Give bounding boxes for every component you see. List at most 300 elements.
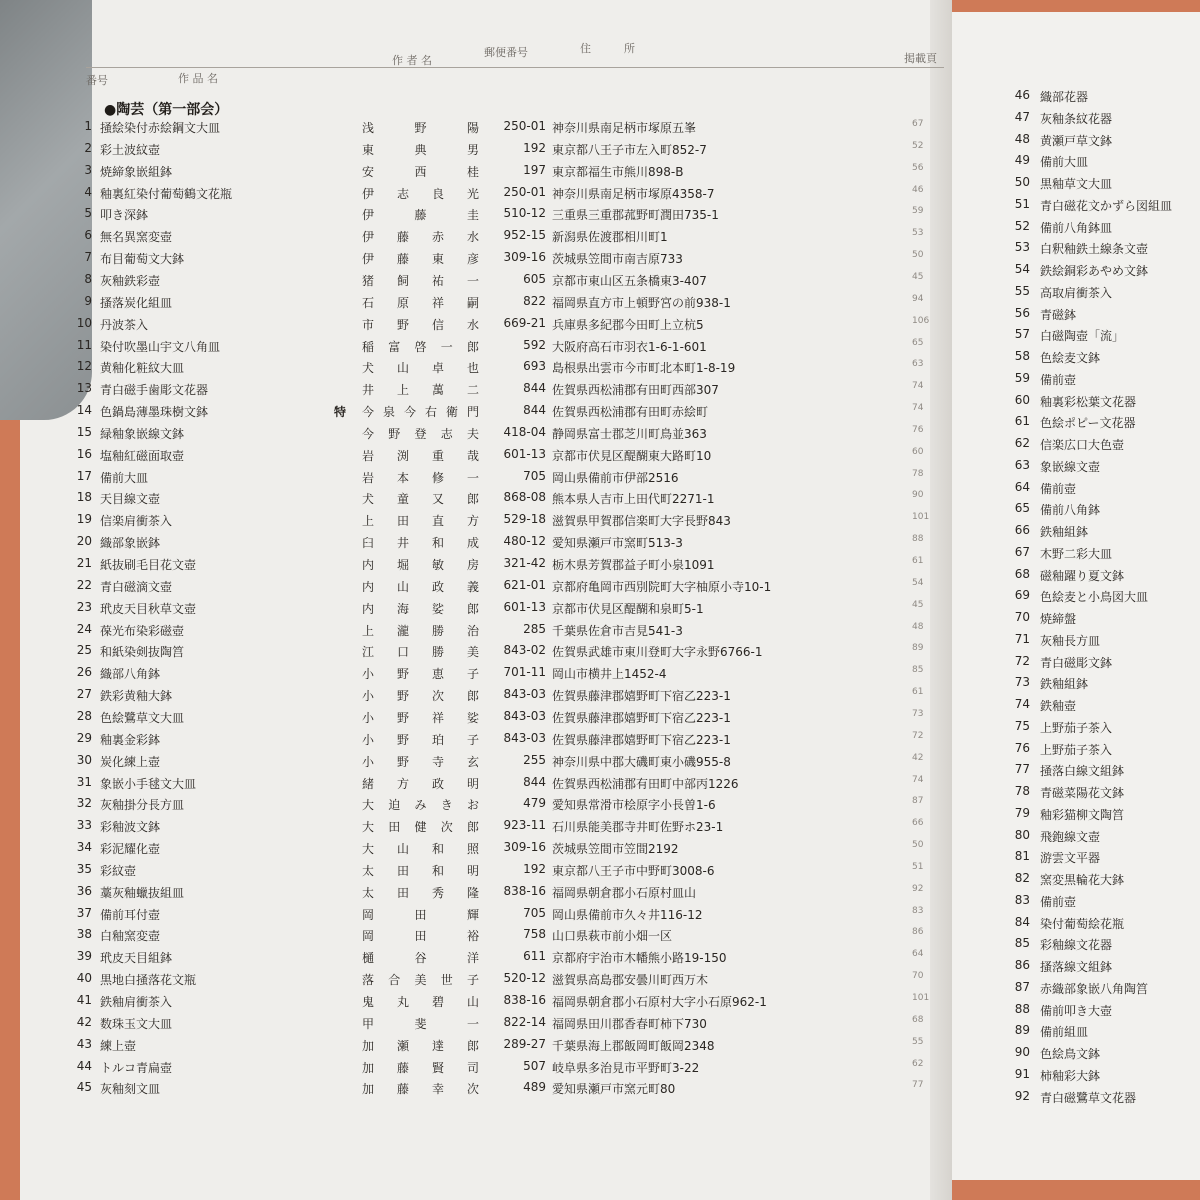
entry-author: 小野寺玄	[362, 754, 480, 769]
entry-title: 備前八角鉢皿	[1040, 220, 1113, 235]
entry-number: 31	[76, 774, 92, 789]
entry-author: 小野次郎	[362, 689, 480, 704]
entry-title: 上野茄子茶入	[1040, 720, 1113, 735]
entry-number: 36	[76, 883, 92, 898]
entry-number: 39	[76, 949, 92, 964]
entry-address: 岐阜県多治見市平野町3-22	[552, 1060, 700, 1075]
entry-number: 45	[76, 1080, 92, 1095]
entry-number: 56	[1014, 305, 1030, 320]
entry-title: 備前組皿	[1040, 1025, 1089, 1040]
entry-number: 37	[76, 905, 92, 920]
entry-title: 染付葡萄絵花瓶	[1040, 916, 1125, 931]
entry-number: 84	[1014, 914, 1030, 929]
entry-postal: 838-16	[503, 883, 546, 898]
entry-title: 青白磁花文かずら図組皿	[1040, 198, 1173, 213]
entry-postal: 868-08	[503, 490, 546, 505]
entry-number: 19	[76, 512, 92, 527]
page-gutter	[930, 0, 952, 1200]
entry-author: 大田健次郎	[362, 820, 480, 835]
entry-page: 56	[912, 162, 924, 173]
entry-title: 木野二彩大皿	[1040, 546, 1113, 561]
entry-postal: 309-16	[503, 250, 546, 265]
entry-author: 今泉今右衛門	[362, 405, 480, 420]
entry-number: 44	[76, 1058, 92, 1073]
entry-postal: 197	[523, 162, 546, 177]
entry-title: 窯変黒輪花大鉢	[1040, 873, 1125, 887]
entry-author: 岡田輝	[362, 907, 480, 922]
entry-postal: 822	[523, 293, 546, 308]
entry-title: 焼締象嵌組鉢	[100, 164, 173, 179]
entry-page: 83	[912, 905, 924, 916]
entry-page: 85	[912, 665, 924, 676]
entry-number: 55	[1014, 283, 1030, 298]
entry-number: 17	[76, 468, 92, 483]
entry-postal: 693	[523, 359, 546, 374]
entry-author: 加藤賢司	[362, 1060, 480, 1075]
entry-number: 12	[76, 359, 92, 374]
entry-number: 81	[1014, 849, 1030, 864]
entry-title: 掻落白線文組鉢	[1040, 764, 1125, 779]
entry-page: 87	[912, 796, 924, 807]
entry-address: 佐賀県藤津郡嬉野町下宿乙223-1	[552, 710, 731, 725]
entry-number: 2	[84, 140, 92, 155]
entry-number: 87	[1014, 979, 1030, 994]
entry-author: 岩渕重哉	[362, 448, 480, 463]
entry-number: 27	[76, 687, 92, 702]
entry-author: 内山政義	[362, 579, 480, 594]
entry-postal: 844	[523, 774, 546, 789]
entry-postal: 705	[523, 905, 546, 920]
entry-postal: 507	[523, 1058, 546, 1073]
entry-address: 東京都八王子市左入町852-7	[552, 142, 707, 157]
entry-title: 鉄釉肩衝茶入	[100, 995, 173, 1009]
entry-page: 94	[912, 293, 924, 304]
entry-number: 82	[1014, 871, 1030, 885]
entry-author: 加藤幸次	[362, 1082, 480, 1097]
entry-author: 加瀬達郎	[362, 1038, 480, 1053]
entry-author: 伊藤圭	[362, 208, 480, 223]
entry-address: 福岡県直方市上頓野宮の前938-1	[552, 295, 731, 310]
entry-number: 48	[1014, 131, 1030, 146]
entry-address: 茨城県笠間市笠間2192	[552, 842, 679, 857]
entry-number: 62	[1014, 436, 1030, 450]
section-title: ●陶芸（第一部会）	[104, 102, 229, 118]
entry-author: 猪飼祐一	[362, 273, 480, 288]
entry-title: 叩き深鉢	[100, 208, 149, 223]
entry-author: 臼井和成	[362, 536, 480, 551]
header-address: 住 所	[580, 42, 635, 55]
entry-title: 色鍋島薄墨珠樹文鉢	[100, 405, 209, 420]
entry-address: 福岡県朝倉郡小石原村大字小石原962-1	[552, 995, 767, 1009]
entry-author: 小野祥娑	[362, 710, 480, 725]
entry-title: 玳皮天目組鉢	[100, 951, 173, 966]
entry-address: 千葉県佐倉市吉見541-3	[552, 623, 683, 638]
entry-number: 14	[76, 403, 92, 418]
entry-title: 彩釉波文鉢	[100, 820, 161, 835]
entry-title: 練上壺	[100, 1038, 137, 1053]
entry-address: 愛知県常滑市桧原字小長曽1-6	[552, 798, 716, 813]
entry-number: 18	[76, 490, 92, 505]
entry-postal: 418-04	[503, 424, 546, 439]
entry-author: 犬山卓也	[362, 361, 480, 376]
entry-title: 青白磁彫文鉢	[1040, 655, 1113, 670]
entry-title: 色絵ポピー文花器	[1040, 416, 1136, 431]
entry-address: 福岡県田川郡香春町柿下730	[552, 1016, 707, 1031]
entry-page: 101	[912, 512, 930, 523]
entry-page: 72	[912, 730, 924, 741]
entry-page: 51	[912, 861, 924, 872]
entry-number: 4	[84, 184, 92, 199]
entry-address: 千葉県海上郡飯岡町飯岡2348	[552, 1038, 715, 1053]
entry-author: 上田直方	[362, 514, 480, 529]
entry-number: 67	[1014, 544, 1030, 559]
entry-title: 釉裏彩松葉文花器	[1040, 394, 1137, 409]
entry-postal: 192	[523, 861, 546, 876]
entry-address: 京都市伏見区醍醐東大路町10	[552, 448, 712, 463]
entry-number: 22	[76, 577, 92, 592]
entry-author: 岡田裕	[362, 929, 480, 944]
entry-postal: 669-21	[503, 315, 546, 330]
entry-number: 54	[1014, 262, 1030, 276]
entry-title: 色絵麦と小鳥図大皿	[1040, 590, 1149, 605]
entry-number: 59	[1014, 370, 1030, 385]
entry-number: 69	[1014, 588, 1030, 603]
entry-page: 45	[912, 599, 924, 610]
entry-postal: 592	[523, 337, 546, 352]
entry-number: 15	[76, 424, 92, 439]
entry-page: 86	[912, 927, 924, 938]
entry-postal: 285	[523, 621, 546, 636]
entry-number: 73	[1014, 675, 1030, 690]
entry-title: 和紙染剣抜陶筥	[100, 645, 185, 660]
entry-title: 色絵鷺草文大皿	[100, 710, 185, 725]
entry-address: 佐賀県西松浦郡有田町西部307	[552, 383, 719, 398]
entry-title: 彩泥耀化壺	[100, 842, 161, 857]
entry-number: 66	[1014, 523, 1030, 537]
entry-postal: 844	[523, 381, 546, 396]
entry-title: 備前叩き大壺	[1040, 1003, 1113, 1018]
entry-author: 小野恵子	[362, 667, 480, 682]
entry-number: 35	[76, 861, 92, 876]
entry-page: 54	[912, 577, 924, 588]
entry-title: 色絵麦文鉢	[1040, 351, 1101, 365]
entry-title: 黒地白掻落花文瓶	[100, 973, 197, 988]
entry-page: 77	[912, 1080, 924, 1091]
header-postal: 郵便番号	[484, 46, 528, 59]
entry-address: 島根県出雲市今市町北本町1-8-19	[552, 361, 736, 376]
entry-number: 34	[76, 840, 92, 855]
entry-title: 灰釉刻文皿	[100, 1082, 161, 1097]
entry-number: 92	[1014, 1088, 1030, 1103]
entry-title: 上野茄子茶入	[1040, 742, 1113, 757]
entry-page: 63	[912, 359, 924, 370]
entry-address: 佐賀県西松浦郡有田町中部丙1226	[552, 776, 739, 791]
entry-number: 88	[1014, 1001, 1030, 1016]
entry-postal: 250-01	[503, 184, 546, 199]
entry-page: 61	[912, 556, 924, 566]
entry-number: 79	[1014, 805, 1030, 820]
entry-number: 61	[1014, 414, 1030, 429]
entry-number: 25	[76, 643, 92, 658]
entry-title: 黄瀬戸草文鉢	[1040, 133, 1113, 148]
entry-author: 江口勝美	[362, 645, 480, 660]
entry-page: 74	[912, 403, 924, 414]
entry-author: 岩本修一	[362, 470, 480, 485]
entry-title: 布目葡萄文大鉢	[100, 252, 185, 267]
entry-author: 緒方政明	[362, 776, 480, 791]
entry-title: 丹波茶入	[100, 317, 149, 332]
entry-title: 炭化練上壺	[100, 754, 161, 769]
entry-address: 岡山市横井上1452-4	[552, 667, 667, 682]
entry-address: 岡山県備前市久々井116-12	[552, 907, 703, 922]
entry-number: 11	[76, 337, 92, 352]
entry-number: 78	[1014, 784, 1030, 798]
entry-number: 29	[76, 730, 92, 745]
entry-postal: 510-12	[503, 206, 546, 221]
entry-postal: 520-12	[503, 971, 546, 986]
entry-postal: 601-13	[503, 446, 546, 461]
entry-page: 60	[912, 446, 924, 457]
entry-page: 92	[912, 883, 924, 894]
entry-number: 1	[84, 119, 92, 133]
entry-author: 小野珀子	[362, 732, 480, 747]
entry-number: 9	[84, 293, 92, 308]
entry-postal: 601-13	[503, 599, 546, 614]
entry-author: 石原祥嗣	[362, 295, 480, 310]
entry-number: 65	[1014, 501, 1030, 516]
entry-title: 彩紋壺	[100, 863, 137, 878]
header-author: 作 者 名	[392, 54, 432, 67]
entry-title: 象嵌線文壺	[1040, 459, 1101, 474]
entry-postal: 611	[523, 949, 546, 964]
entry-number: 71	[1014, 631, 1030, 646]
entry-title: 彩土波紋壺	[100, 142, 161, 157]
entry-number: 80	[1014, 827, 1030, 842]
entry-title: 青白磁滴文壺	[100, 579, 173, 594]
entry-number: 38	[76, 927, 92, 942]
entry-number: 10	[76, 315, 92, 330]
entry-number: 23	[76, 599, 92, 614]
entry-page: 55	[912, 1036, 924, 1047]
entry-title: 塩釉紅磁面取壺	[100, 448, 185, 463]
entry-postal: 621-01	[503, 577, 546, 592]
entry-page: 64	[912, 949, 924, 960]
entry-title: 葆光布染彩磁壺	[100, 623, 185, 638]
entry-postal: 843-03	[503, 730, 546, 745]
entry-postal: 822-14	[503, 1014, 546, 1029]
entry-number: 68	[1014, 566, 1030, 581]
entry-page: 46	[912, 184, 924, 195]
entry-title: 黄釉化粧紋大皿	[100, 361, 185, 376]
entry-number: 40	[76, 971, 92, 986]
entry-postal: 489	[523, 1080, 546, 1095]
entry-address: 神奈川県中郡大磯町東小磯955-8	[552, 754, 731, 769]
entry-mark: 特	[334, 405, 347, 420]
entry-author: 鬼丸碧山	[362, 995, 480, 1009]
entry-title: 無名異窯変壺	[100, 230, 173, 245]
entry-author: 太田秀隆	[362, 885, 480, 900]
entry-title: 紙抜刷毛目花文壺	[100, 558, 197, 572]
entry-title: 鉄絵銅彩あやめ文鉢	[1040, 264, 1149, 278]
entry-title: 織部八角鉢	[100, 667, 161, 682]
entry-author: 落合美世子	[362, 973, 480, 988]
entry-number: 33	[76, 818, 92, 833]
entry-address: 石川県能美郡寺井町佐野ホ23-1	[552, 820, 724, 835]
entry-title: 白磁陶壺「流」	[1040, 329, 1125, 344]
entry-number: 26	[76, 665, 92, 680]
entry-page: 88	[912, 534, 924, 545]
entry-page: 66	[912, 818, 924, 829]
entry-number: 8	[84, 271, 92, 286]
entry-number: 86	[1014, 958, 1030, 972]
entry-postal: 843-03	[503, 708, 546, 723]
entry-title: 灰釉条紋花器	[1040, 111, 1113, 126]
entry-author: 安西桂	[362, 164, 480, 179]
entry-postal: 480-12	[503, 534, 546, 549]
entry-postal: 289-27	[503, 1036, 546, 1051]
entry-postal: 321-42	[503, 556, 546, 570]
entry-postal: 479	[523, 796, 546, 811]
entry-author: 浅野陽	[362, 121, 480, 135]
entry-page: 61	[912, 687, 924, 698]
entry-title: 数珠玉文大皿	[100, 1016, 173, 1031]
entry-page: 59	[912, 206, 924, 217]
entry-page: 50	[912, 250, 924, 261]
entry-title: 青白磁手歯彫文花器	[100, 383, 209, 398]
entry-number: 32	[76, 796, 92, 811]
entry-title: 釉彩猫柳文陶筥	[1040, 807, 1125, 822]
entry-address: 東京都八王子市中野町3008-6	[552, 863, 715, 878]
entry-title: 天目線文壺	[100, 492, 161, 507]
entry-address: 京都府宇治市木幡熊小路19-150	[552, 951, 727, 966]
header-page: 掲載頁	[904, 52, 937, 65]
entry-author: 市野信水	[362, 317, 480, 332]
entry-author: 大迫みきお	[362, 798, 480, 813]
entry-page: 68	[912, 1014, 924, 1025]
entry-page: 52	[912, 140, 924, 151]
entry-title: 備前壺	[1040, 894, 1077, 909]
entry-number: 49	[1014, 153, 1030, 168]
entry-title: 鉄釉組鉢	[1040, 525, 1089, 539]
entry-number: 7	[84, 250, 92, 265]
entry-number: 28	[76, 708, 92, 723]
entry-title: 磁釉躍り夏文鉢	[1040, 568, 1125, 583]
entry-author: 伊志良光	[362, 186, 480, 201]
entry-title: 象嵌小手毬文大皿	[100, 776, 197, 791]
entry-title: 焼締盤	[1040, 612, 1077, 626]
entry-title: 備前壺	[1040, 481, 1077, 496]
entry-number: 89	[1014, 1023, 1030, 1038]
entry-author: 樋谷洋	[362, 951, 480, 966]
entry-page: 106	[912, 315, 930, 326]
entry-page: 67	[912, 119, 924, 129]
entry-title: 灰釉掛分長方皿	[100, 798, 185, 813]
entry-address: 佐賀県西松浦郡有田町赤絵町	[552, 405, 709, 420]
entry-address: 栃木県芳賀郡益子町小泉1091	[552, 558, 715, 572]
entry-page: 74	[912, 774, 924, 785]
entry-address: 兵庫県多紀郡今田町上立杭5	[552, 317, 704, 332]
entry-title: 玳皮天目秋草文壺	[100, 601, 197, 616]
entry-address: 愛知県瀬戸市窯元町80	[552, 1082, 676, 1097]
entry-title: 掻絵染付赤絵鋼文大皿	[100, 121, 221, 135]
entry-title: 備前大皿	[1040, 155, 1089, 170]
header-rule	[86, 67, 944, 68]
entry-page: 48	[912, 621, 924, 632]
entry-number: 58	[1014, 349, 1030, 363]
header-number: 番号	[86, 74, 108, 87]
entry-address: 福岡県朝倉郡小石原村皿山	[552, 885, 697, 900]
entry-postal: 309-16	[503, 840, 546, 855]
entry-number: 57	[1014, 327, 1030, 342]
entry-number: 74	[1014, 697, 1030, 711]
entry-page: 76	[912, 424, 924, 435]
entry-title: 飛鉋線文壺	[1040, 829, 1101, 844]
entry-number: 91	[1014, 1066, 1030, 1081]
entry-address: 神奈川県南足柄市塚原五峯	[552, 121, 697, 135]
entry-title: 灰釉長方皿	[1040, 633, 1101, 648]
entry-address: 熊本県人吉市上田代町2271-1	[552, 492, 715, 507]
entry-author: 東典男	[362, 142, 480, 157]
entry-title: 緑釉象嵌線文鉢	[100, 426, 185, 441]
entry-author: 内海娑郎	[362, 601, 480, 616]
entry-title: 高取肩衝茶入	[1040, 285, 1113, 300]
entry-title: 柿釉彩大鉢	[1040, 1068, 1101, 1083]
entry-title: 織部花器	[1040, 90, 1089, 104]
entry-number: 41	[76, 993, 92, 1007]
entry-author: 犬童又郎	[362, 492, 480, 507]
entry-postal: 838-16	[503, 993, 546, 1007]
entry-title: 灰釉鉄彩壺	[100, 273, 161, 288]
entry-address: 静岡県富士郡芝川町鳥並363	[552, 426, 707, 441]
entry-page: 70	[912, 971, 924, 982]
entry-postal: 923-11	[503, 818, 546, 833]
entry-number: 72	[1014, 653, 1030, 668]
entry-title: トルコ青扁壺	[100, 1060, 173, 1075]
entry-address: 神奈川県南足柄市塚原4358-7	[552, 186, 715, 201]
entry-title: 青白磁鷺草文花器	[1040, 1090, 1137, 1105]
entry-number: 50	[1014, 175, 1030, 189]
header-title: 作 品 名	[178, 72, 218, 85]
entry-page: 74	[912, 381, 924, 392]
entry-address: 山口県萩市前小畑一区	[552, 929, 673, 944]
entry-title: 釉裏金彩鉢	[100, 732, 161, 747]
entry-author: 伊藤東彦	[362, 252, 480, 267]
entry-postal: 701-11	[503, 665, 546, 680]
entry-title: 彩釉線文花器	[1040, 938, 1113, 953]
entry-number: 90	[1014, 1045, 1030, 1059]
entry-page: 62	[912, 1058, 924, 1069]
entry-number: 13	[76, 381, 92, 396]
entry-postal: 529-18	[503, 512, 546, 527]
entry-number: 16	[76, 446, 92, 461]
entry-address: 愛知県瀬戸市窯町513-3	[552, 536, 683, 551]
entry-number: 20	[76, 534, 92, 549]
entry-number: 3	[84, 162, 92, 177]
entry-postal: 843-03	[503, 687, 546, 702]
entry-title: 備前大皿	[100, 470, 149, 485]
entry-number: 53	[1014, 240, 1030, 255]
entry-author: 太田和明	[362, 863, 480, 878]
entry-page: 42	[912, 752, 924, 763]
entry-author: 内堀敏房	[362, 558, 480, 572]
entry-title: 備前耳付壺	[100, 907, 161, 922]
entry-title: 備前壺	[1040, 372, 1077, 387]
entry-page: 45	[912, 271, 924, 282]
entry-postal: 192	[523, 140, 546, 155]
entry-address: 三重県三重郡菰野町潤田735-1	[552, 208, 719, 223]
entry-address: 東京都福生市熊川898-B	[552, 164, 684, 179]
entry-author: 稲富啓一郎	[362, 339, 480, 354]
